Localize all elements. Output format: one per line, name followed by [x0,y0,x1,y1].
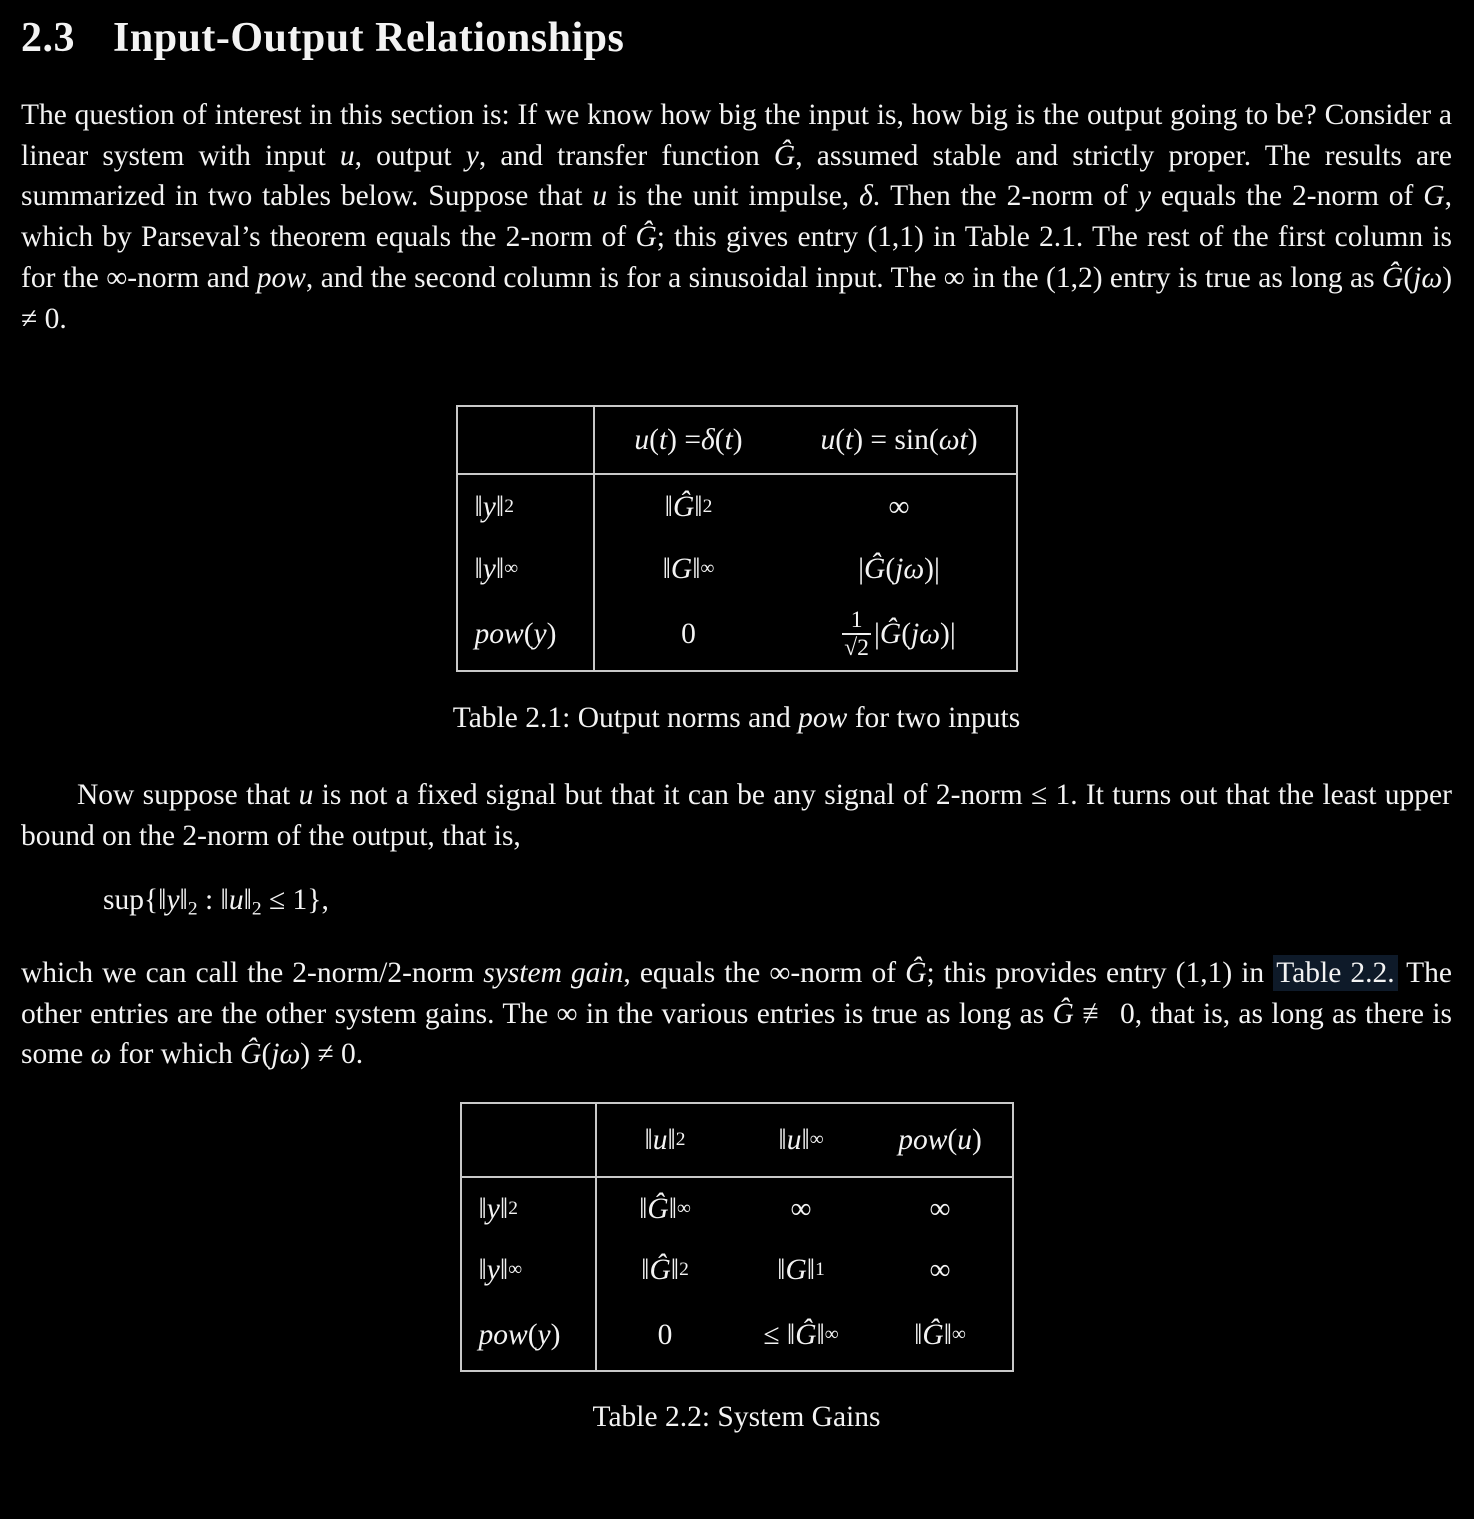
table-2-1-corner-cell [458,407,595,475]
table-2-1-cell-r3c2 [783,599,1016,670]
radicand: 2 [857,635,869,662]
table-2-1-container [21,405,1452,672]
table-2-2-label-pow-y: pow ( y ) [462,1300,597,1370]
fraction-one-over-sqrt2 [842,608,871,662]
section-heading [21,14,1452,62]
table-2-2-header-u-2norm: ‖ u ‖ 2 [597,1104,734,1178]
table-2-2-label-y-2norm: ‖ y ‖ 2 [462,1178,597,1240]
table-2-1-label-y-infnorm: ‖ y ‖ ∞ [458,539,595,599]
table-2-1-cell-r3c1: 0 [681,618,696,651]
table-2-2-cell-r3c3: ‖ Ĝ ‖ ∞ [914,1318,966,1351]
table-2-2-cell-r2c1: ‖ Ĝ ‖ 2 [641,1253,689,1286]
fraction-denominator [842,633,871,661]
table-2-2-cell-r3c2: ≤ ‖ Ĝ ‖ ∞ [763,1318,839,1351]
table-2-2-header-u-infnorm: ‖ u ‖ ∞ [734,1104,869,1178]
table-2-2-cell-r1c3: ∞ [929,1192,951,1225]
table-2-1-label-y-2norm: ‖ y ‖ 2 [458,475,595,539]
table-2-2-cell-r3c1: 0 [657,1318,673,1351]
table-2-2-cell-r1c1: ‖ Ĝ ‖ ∞ [639,1192,691,1225]
section-number: 2.3 [21,15,75,61]
table-2-2-cell-r2c3: ∞ [929,1253,951,1286]
table-2-2-corner-cell [462,1104,597,1178]
section-title: Input-Output Relationships [113,15,625,61]
table-2-1 [456,405,1018,672]
radical-sign: √ [844,635,858,662]
fraction-numerator: 1 [850,606,863,633]
table-2-1-cell-r1c1: ‖ Ĝ ‖ 2 [664,490,713,523]
table-2-1-cell-r2c1: ‖ G ‖ ∞ [662,552,715,585]
table-2-2-label-y-infnorm: ‖ y ‖ ∞ [462,1240,597,1300]
fraction-trailing-term: |Ĝ(jω)| [873,618,956,651]
paragraph-intro: The question of interest in this section is: If we know how big the input is, how big is the output going to be? Consider a linear system with input u, output y, and transfer function Ĝ, assumed stable and strictly proper. The results are summarized in two tables below. Suppose that u is the unit impulse, δ. Then the 2-norm of y equals the 2-norm of G, which by Parseval’s theorem equals the 2-norm of Ĝ; this gives entry (1,1) in Table 2.1. The rest of the first column is for the ∞-norm and pow, and the second column is for a sinusoidal input. The ∞ in the (1,2) entry is true as long as Ĝ(jω) ≠ 0. [21,99,1453,335]
table-2-1-header-impulse: u ( t ) = δ ( t ) [595,407,783,475]
paragraph-suppose: Now suppose that u is not a fixed signal but that it can be any signal of 2-norm ≤ 1. It turns out that the least upper bound on the 2-norm of the output, that is, [21,779,1452,852]
table-2-2-container [21,1102,1452,1372]
table-2-2 [460,1102,1014,1372]
table-2-1-cell-r2c2: | Ĝ ( jω )| [858,552,940,585]
table-2-2-header-pow-u: pow ( u ) [869,1104,1012,1178]
table-2-1-header-sinusoid: u ( t ) = sin( ωt ) [783,407,1016,475]
table-2-2-link[interactable]: Table 2.2. [1273,955,1397,991]
table-2-2-caption: Table 2.2: System Gains [592,1401,881,1434]
table-2-1-caption: Table 2.1: Output norms and pow for two inputs [452,702,1021,735]
table-2-2-cell-r1c2: ∞ [790,1192,812,1225]
table-2-1-cell-r1c2: ∞ [888,490,910,523]
table-2-2-cell-r2c2: ‖ G ‖ 1 [777,1253,825,1286]
display-equation-sup: $sup\{‖y‖_2$ : $‖u‖_2 \le 1$}, [103,883,329,920]
table-2-1-label-pow-y: pow ( y ) [458,599,595,670]
paragraph-system-gain: which we can call the 2-norm/2-norm system gain, equals the ∞-norm of Ĝ; this provides entry (1,1) in Table 2.2. The other entries are the other system gains. The ∞ in the various entries is true as long as Ĝ ≢ 0, that is, as long as there is some ω for which Ĝ(jω) ≠ 0. [21,957,1453,1071]
